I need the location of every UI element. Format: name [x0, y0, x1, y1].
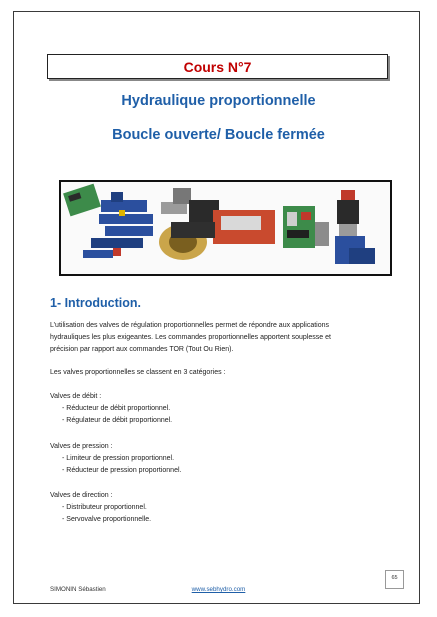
categories-intro: Les valves proportionnelles se classent en 3 catégories :: [50, 369, 226, 376]
intro-paragraph: [50, 320, 395, 356]
course-label: Cours N°7: [183, 58, 252, 75]
intro-line: hydrauliques les plus exigeantes. Les commandes proportionnelles apportent souplesse et: [50, 334, 331, 341]
section-heading-introduction: 1- Introduction.: [50, 296, 141, 310]
page-title: Hydraulique proportionnelle: [121, 93, 316, 109]
intro-line: précision par rapport aux commandes TOR (Tout Ou Rien).: [50, 346, 234, 353]
category-group-flow: [50, 391, 395, 427]
footer-author: SIMONIN Sébastien: [50, 586, 106, 593]
category-item: - Réducteur de pression proportionnel.: [62, 467, 182, 474]
category-title: Valves de pression :: [50, 443, 113, 450]
page-subtitle: Boucle ouverte/ Boucle fermée: [112, 127, 325, 143]
category-item: - Régulateur de débit proportionnel.: [62, 417, 173, 424]
intro-line: L’utilisation des valves de régulation proportionnelles permet de répondre aux applications: [50, 322, 330, 329]
category-title: Valves de direction :: [50, 492, 113, 499]
footer-website-link[interactable]: www.sebhydro.com: [191, 586, 246, 593]
category-item: - Distributeur proportionnel.: [62, 504, 147, 511]
category-group-direction: [50, 490, 395, 526]
page-number: 65: [385, 570, 404, 589]
category-title: Valves de débit :: [50, 393, 102, 400]
category-item: - Limiteur de pression proportionnel.: [62, 455, 175, 462]
category-item: - Servovalve proportionnelle.: [62, 516, 152, 523]
category-item: - Réducteur de débit proportionnel.: [62, 405, 171, 412]
category-group-pressure: [50, 441, 395, 477]
course-label-box: [47, 54, 388, 79]
hydraulic-valves-photo: [59, 180, 392, 276]
